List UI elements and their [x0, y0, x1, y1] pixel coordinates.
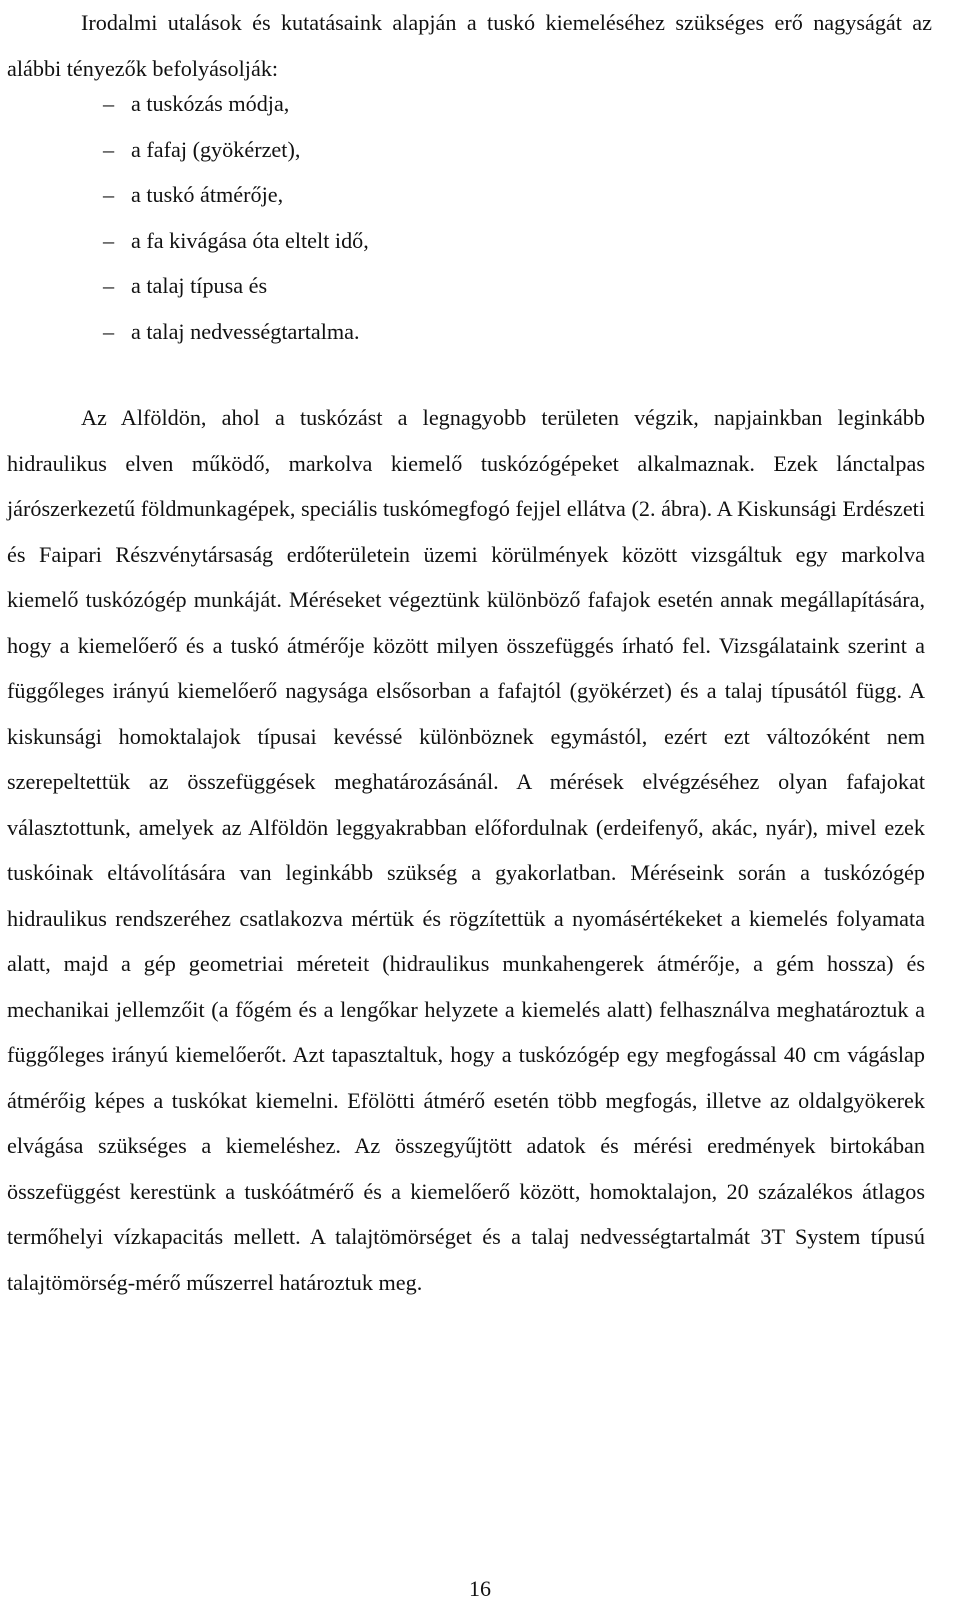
list-item-text: a talaj típusa és: [131, 273, 268, 298]
dash-bullet: –: [103, 136, 115, 162]
list-item-text: a fa kivágása óta eltelt idő,: [131, 227, 369, 253]
dash-bullet: –: [103, 182, 115, 207]
list-item-text: a fafaj (gyökérzet),: [131, 136, 301, 162]
dash-bullet: –: [103, 273, 115, 298]
factor-list: [7, 81, 369, 354]
list-item: [7, 172, 369, 218]
list-item: [7, 309, 369, 355]
list-item-text: a tuskó átmérője,: [131, 182, 284, 207]
list-item-text: a talaj nedvességtartalma.: [131, 318, 360, 344]
dash-bullet: –: [103, 91, 115, 116]
page-number: 16: [469, 1576, 491, 1601]
list-item-text: a tuskózás módja,: [131, 91, 290, 116]
dash-bullet: –: [103, 227, 115, 253]
body-paragraph: Az Alföldön, ahol a tuskózást a legnagyobb területen végzik, napjainkban leginkább hidraulikus elven működő, markolva kiemelő tuskózógépeket alkalmaznak. Ezek lánctalpas járószerkezetű földmunkagépek, speciális tuskómegfogó fejjel ellátva (2. ábra). A Kiskunsági Erdészeti és Faipari Részvénytársaság erdőterületein üzemi körülmények között vizsgáltuk egy markolva kiemelő tuskózógép munkáját. Méréseket végeztünk különböző fafajok esetén annak megállapítására, hogy a kiemelőerő és a tuskó átmérője között milyen összefüggés írható fel. Vizsgálataink szerint a függőleges irányú kiemelőerő nagysága elsősorban a fafajtól (gyökérzet) és a talaj típusától függ. A kiskunsági homoktalajok típusai kevéssé különböznek egymástól, ezért ezt változóként nem szerepeltettük az összefüggések meghatározásánál. A mérések elvégzéséhez olyan fafajokat választottunk, amelyek az Alföldön leggyakrabban előfordulnak (erdeifenyő, akác, nyár), mivel ezek tuskóinak eltávolítására van leginkább szükség a gyakorlatban. Méréseink során a tuskózógép hidraulikus rendszeréhez csatlakozva mértük és rögzítettük a nyomásértékeket a kiemelés folyamata alatt, majd a gép geometriai méreteit (hidraulikus munkahengerek átmérője, a gém hossza) és mechanikai jellemzőit (a főgém és a lengőkar helyzete a kiemelés alatt) felhasználva meghatároztuk a függőleges irányú kiemelőerőt. Azt tapasztaltuk, hogy a tuskózógép egy megfogással 40 cm vágáslap átmérőig képes a tuskókat kiemelni. Efölötti átmérő esetén több megfogás, illetve az oldalgyökerek elvágása szükséges a kiemeléshez. Az összegyűjtött adatok és mérési eredmények birtokában összefüggést kerestünk a tuskóátmérő és a kiemelőerő között, homoktalajon, 20 százalékos átlagos termőhelyi vízkapacitás mellett. A talajtömörséget és a talaj nedvességtartalmát 3T System típusú talajtömörség-mérő műszerrel határoztuk meg.: [7, 405, 925, 1295]
dash-bullet: –: [103, 318, 115, 344]
list-item: [7, 218, 369, 264]
intro-paragraph: Irodalmi utalások és kutatásaink alapján a tuskó kiemeléséhez szükséges erő nagyságát az alábbi tényezők befolyásolják:: [7, 10, 932, 81]
list-item: [7, 127, 369, 173]
list-item: [7, 81, 369, 127]
list-item: [7, 263, 369, 309]
